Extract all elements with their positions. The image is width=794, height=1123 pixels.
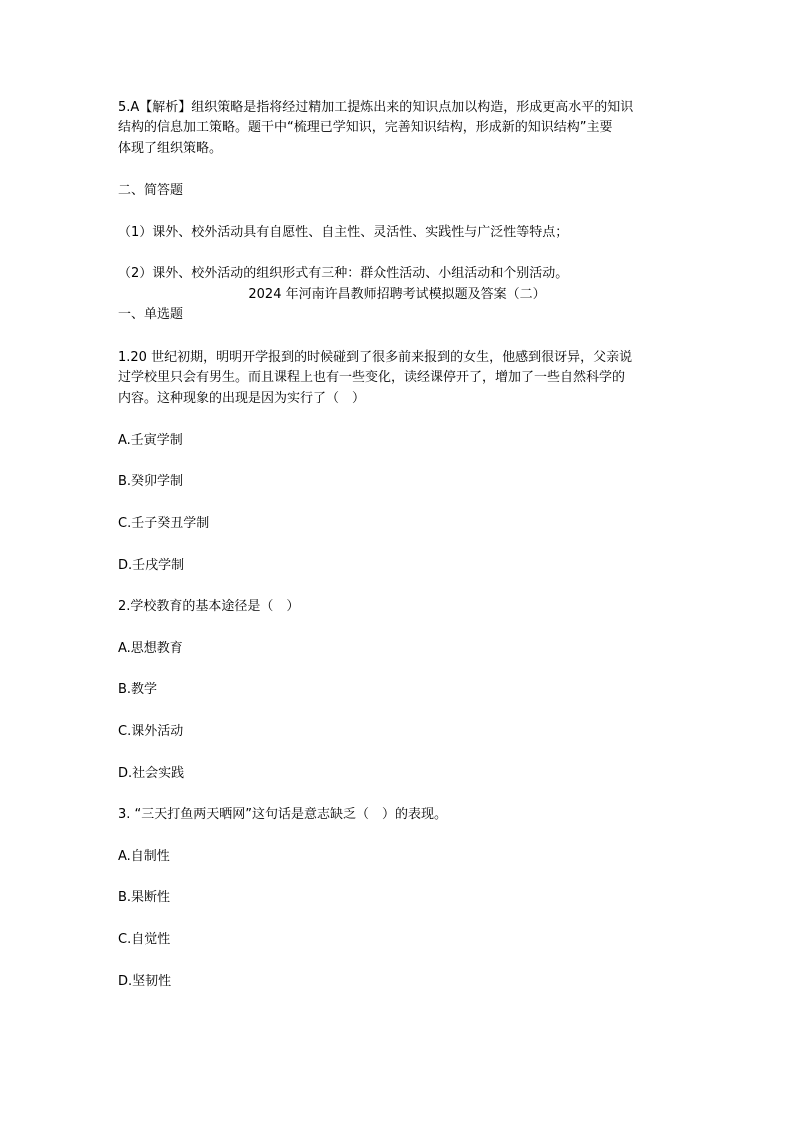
short-answer-1: （1）课外、校外活动具有自愿性、自主性、灵活性、实践性与广泛性等特点； [118,225,569,240]
question-3-option-b: B.果断性 [118,890,171,905]
exam-title: 2024 年河南许昌教师招聘考试模拟题及答案（二） [248,287,546,302]
question-1-option-a: A.壬寅学制 [118,433,183,448]
short-answer-2: （2）课外、校外活动的组织形式有三种：群众性活动、小组活动和个别活动。 [118,266,569,281]
question-1-option-d: D.壬戌学制 [118,558,185,573]
question-1-option-c: C.壬子癸丑学制 [118,516,210,531]
question-3-line-1: 3. “三天打鱼两天晒网”这句话是意志缺乏（ ）的表现。 [118,807,448,822]
question-2-option-b: B.教学 [118,682,158,697]
question-1-line-2: 过学校里只会有男生。而且课程上也有一些变化，读经课停开了，增加了一些自然科学的 [118,370,626,385]
question-1-line-1: 1.20 世纪初期，明明开学报到的时候碰到了很多前来报到的女生，他感到很讶异，父亲说 [118,350,633,365]
question-1-option-b: B.癸卯学制 [118,474,184,489]
single-choice-heading: 一、单选题 [118,307,184,322]
question-2-option-c: C.课外活动 [118,724,184,739]
question-3-option-c: C.自觉性 [118,932,171,947]
question-2-option-d: D.社会实践 [118,766,185,781]
question-3-option-a: A.自制性 [118,849,170,864]
question-2-line-1: 2.学校教育的基本途径是（ ） [118,599,300,614]
q5-analysis-line-2: 结构的信息加工策略。题干中“梳理已学知识，完善知识结构，形成新的知识结构”主要 [118,120,613,135]
short-answer-heading: 二、简答题 [118,183,184,198]
question-2-option-a: A.思想教育 [118,641,183,656]
question-1-line-3: 内容。这种现象的出现是因为实行了（ ） [118,391,366,406]
q5-analysis-line-1: 5.A【解析】组织策略是指将经过精加工提炼出来的知识点加以构造，形成更高水平的知识 [118,100,634,115]
q5-analysis-line-3: 体现了组织策略。 [118,141,223,156]
question-3-option-d: D.坚韧性 [118,974,172,989]
